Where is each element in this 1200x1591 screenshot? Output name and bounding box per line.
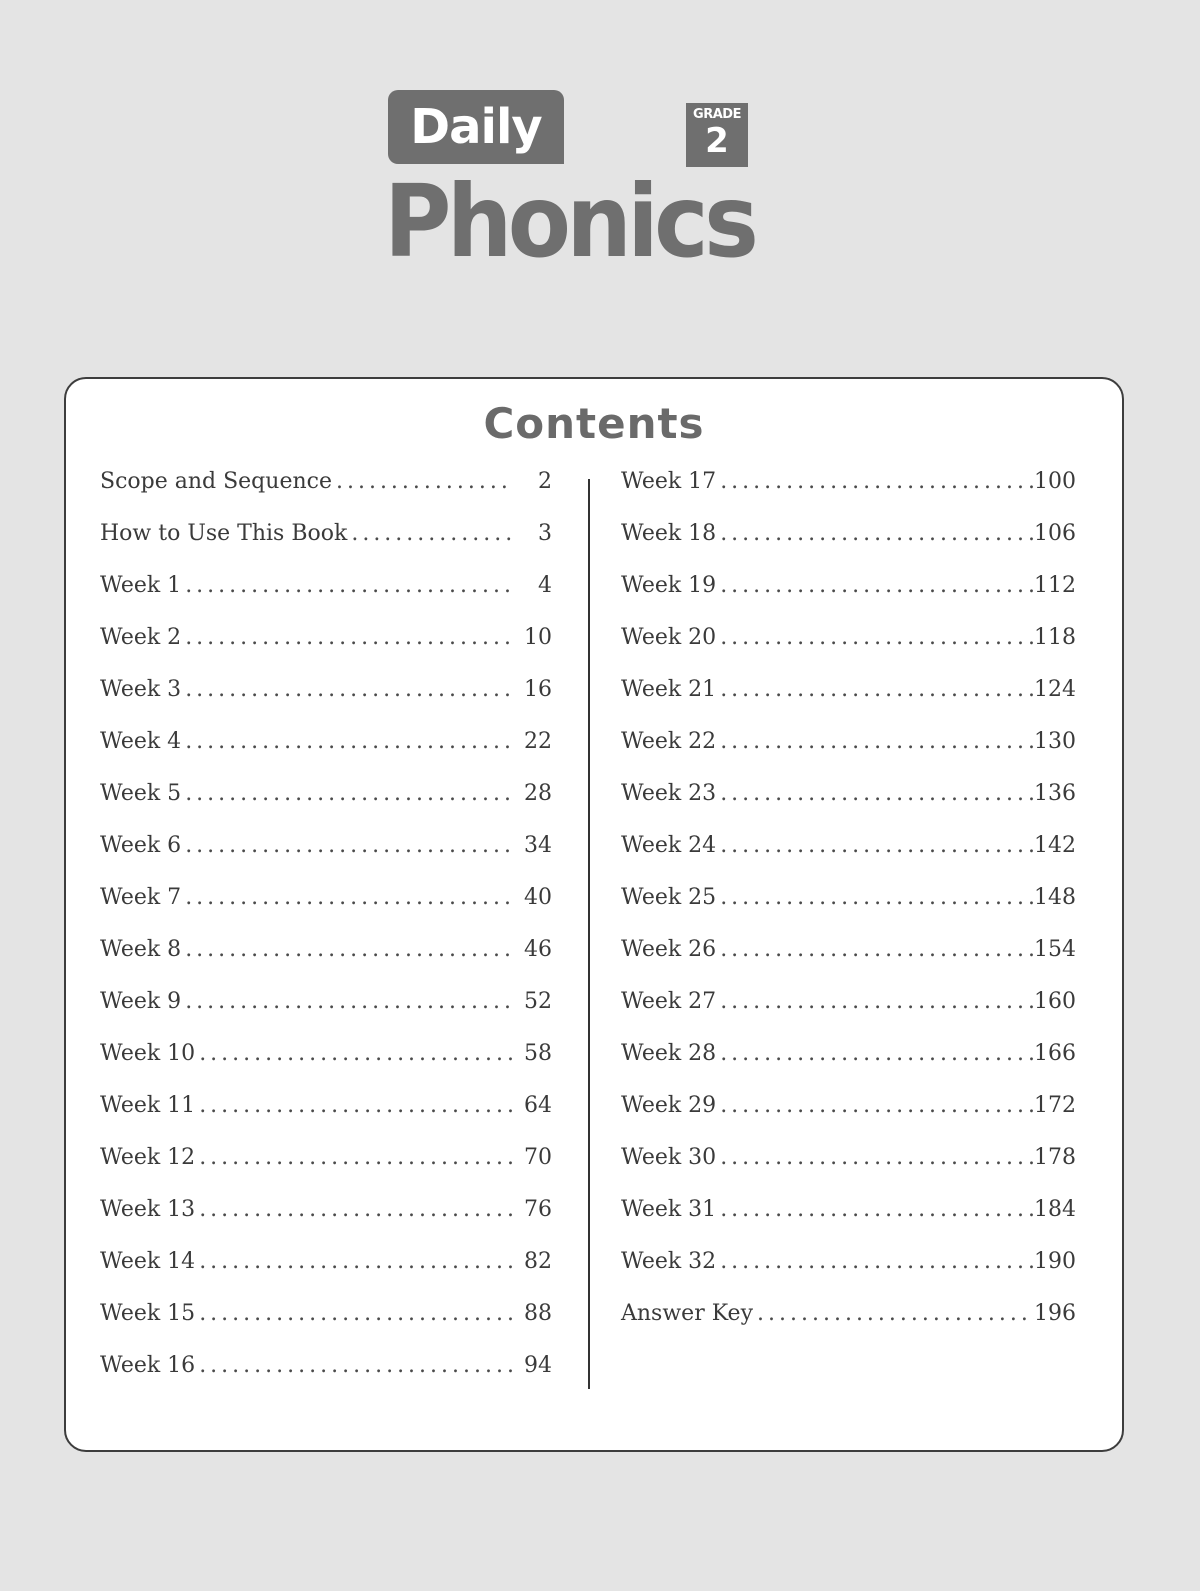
logo-daily-tab: Daily — [388, 90, 564, 164]
toc-entry-label: Week 14 — [100, 1249, 196, 1274]
dot-leader — [195, 1249, 512, 1274]
toc-entry-label: Week 4 — [100, 729, 182, 754]
toc-entry — [621, 1041, 1076, 1093]
toc-entry-page: 52 — [524, 989, 552, 1014]
column-divider — [588, 479, 590, 1389]
toc-entry-label: Week 10 — [100, 1041, 196, 1066]
dot-leader — [181, 573, 512, 598]
toc-entry-page: 166 — [1034, 1041, 1076, 1066]
toc-entry-page: 148 — [1034, 885, 1076, 910]
dot-leader — [716, 521, 1034, 546]
dot-leader — [716, 1197, 1034, 1222]
toc-entry-page: 124 — [1034, 677, 1076, 702]
toc-entry — [100, 521, 552, 573]
toc-entry-page: 34 — [524, 833, 552, 858]
dot-leader — [716, 1093, 1034, 1118]
toc-entry-label: Scope and Sequence — [100, 469, 332, 494]
toc-entry-label: Week 1 — [100, 573, 182, 598]
toc-entry — [100, 1093, 552, 1145]
dot-leader — [716, 469, 1034, 494]
dot-leader — [716, 1145, 1034, 1170]
toc-entry-label: Week 11 — [100, 1093, 196, 1118]
toc-entry-label: Week 28 — [621, 1041, 717, 1066]
dot-leader — [347, 521, 512, 546]
dot-leader — [195, 1041, 512, 1066]
toc-entry — [621, 1197, 1076, 1249]
grade-label: GRADE — [693, 107, 741, 122]
toc-entry — [100, 885, 552, 937]
toc-entry-label: Week 3 — [100, 677, 182, 702]
toc-entry-label: Week 2 — [100, 625, 182, 650]
toc-entry-label: Week 17 — [621, 469, 717, 494]
toc-entry-label: Week 29 — [621, 1093, 717, 1118]
toc-entry-label: Answer Key — [621, 1301, 753, 1326]
toc-entry — [621, 1301, 1076, 1353]
dot-leader — [753, 1301, 1034, 1326]
toc-entry-label: Week 22 — [621, 729, 717, 754]
toc-entry — [621, 573, 1076, 625]
toc-entry-page: 28 — [524, 781, 552, 806]
toc-entry-page: 154 — [1034, 937, 1076, 962]
toc-entry — [621, 937, 1076, 989]
dot-leader — [181, 937, 512, 962]
toc-entry-page: 160 — [1034, 989, 1076, 1014]
dot-leader — [195, 1093, 512, 1118]
toc-entry — [100, 833, 552, 885]
toc-entry-label: Week 8 — [100, 937, 182, 962]
toc-entry-label: Week 6 — [100, 833, 182, 858]
toc-entry-label: How to Use This Book — [100, 521, 348, 546]
toc-entry — [100, 469, 552, 521]
dot-leader — [195, 1353, 512, 1378]
dot-leader — [181, 625, 512, 650]
dot-leader — [716, 729, 1034, 754]
toc-entry-page: 70 — [524, 1145, 552, 1170]
toc-entry — [621, 729, 1076, 781]
toc-entry-label: Week 27 — [621, 989, 717, 1014]
toc-entry-label: Week 12 — [100, 1145, 196, 1170]
toc-entry-label: Week 24 — [621, 833, 717, 858]
dot-leader — [181, 885, 512, 910]
toc-entry-label: Week 9 — [100, 989, 182, 1014]
toc-entry-label: Week 20 — [621, 625, 717, 650]
toc-entry — [100, 1145, 552, 1197]
toc-entry-page: 88 — [524, 1301, 552, 1326]
toc-entry-page: 184 — [1034, 1197, 1076, 1222]
toc-entry — [100, 937, 552, 989]
contents-title: Contents — [483, 399, 705, 448]
toc-entry-page: 46 — [524, 937, 552, 962]
toc-entry-label: Week 23 — [621, 781, 717, 806]
toc-entry-label: Week 5 — [100, 781, 182, 806]
toc-entry — [100, 625, 552, 677]
book-logo — [384, 88, 784, 288]
toc-entry-page: 118 — [1034, 625, 1076, 650]
toc-entry — [621, 1249, 1076, 1301]
toc-entry — [621, 989, 1076, 1041]
toc-entry — [100, 729, 552, 781]
toc-entry — [621, 1145, 1076, 1197]
dot-leader — [716, 885, 1034, 910]
toc-entry-page: 100 — [1034, 469, 1076, 494]
toc-entry-page: 136 — [1034, 781, 1076, 806]
toc-entry-label: Week 7 — [100, 885, 182, 910]
toc-entry-page: 82 — [524, 1249, 552, 1274]
grade-badge — [686, 103, 748, 167]
toc-left-column — [100, 469, 552, 1405]
toc-entry-page: 190 — [1034, 1249, 1076, 1274]
toc-entry-page: 106 — [1034, 521, 1076, 546]
dot-leader — [181, 729, 512, 754]
grade-number: 2 — [705, 121, 729, 161]
toc-entry — [621, 677, 1076, 729]
dot-leader — [332, 469, 512, 494]
dot-leader — [716, 781, 1034, 806]
toc-entry — [621, 1093, 1076, 1145]
toc-entry-page: 2 — [538, 469, 552, 494]
dot-leader — [716, 677, 1034, 702]
toc-entry-label: Week 31 — [621, 1197, 717, 1222]
toc-entry — [100, 1301, 552, 1353]
toc-entry — [621, 781, 1076, 833]
toc-entry — [621, 833, 1076, 885]
dot-leader — [716, 989, 1034, 1014]
toc-entry — [621, 469, 1076, 521]
toc-entry-label: Week 21 — [621, 677, 717, 702]
toc-right-column — [621, 469, 1076, 1353]
toc-entry — [100, 1197, 552, 1249]
toc-entry-page: 76 — [524, 1197, 552, 1222]
toc-entry — [100, 1353, 552, 1405]
dot-leader — [195, 1301, 512, 1326]
toc-entry-page: 172 — [1034, 1093, 1076, 1118]
dot-leader — [195, 1197, 512, 1222]
toc-entry — [100, 781, 552, 833]
dot-leader — [181, 781, 512, 806]
toc-entry-page: 142 — [1034, 833, 1076, 858]
dot-leader — [716, 1041, 1034, 1066]
toc-entry — [621, 885, 1076, 937]
toc-entry — [100, 573, 552, 625]
toc-entry — [621, 625, 1076, 677]
toc-entry-page: 10 — [524, 625, 552, 650]
toc-entry — [100, 1249, 552, 1301]
toc-entry-label: Week 13 — [100, 1197, 196, 1222]
toc-entry-label: Week 30 — [621, 1145, 717, 1170]
toc-entry-label: Week 26 — [621, 937, 717, 962]
toc-entry-page: 58 — [524, 1041, 552, 1066]
toc-entry-page: 22 — [524, 729, 552, 754]
dot-leader — [195, 1145, 512, 1170]
toc-entry-label: Week 25 — [621, 885, 717, 910]
toc-entry-label: Week 19 — [621, 573, 717, 598]
toc-entry-page: 40 — [524, 885, 552, 910]
toc-entry-page: 4 — [538, 573, 552, 598]
dot-leader — [716, 573, 1034, 598]
toc-entry — [100, 989, 552, 1041]
dot-leader — [181, 989, 512, 1014]
toc-entry — [100, 677, 552, 729]
toc-entry — [621, 521, 1076, 573]
dot-leader — [716, 937, 1034, 962]
toc-entry-label: Week 32 — [621, 1249, 717, 1274]
dot-leader — [716, 625, 1034, 650]
toc-entry-label: Week 16 — [100, 1353, 196, 1378]
toc-entry-page: 196 — [1034, 1301, 1076, 1326]
toc-entry-page: 130 — [1034, 729, 1076, 754]
toc-entry-label: Week 15 — [100, 1301, 196, 1326]
dot-leader — [716, 1249, 1034, 1274]
toc-entry-page: 3 — [538, 521, 552, 546]
toc-entry-page: 94 — [524, 1353, 552, 1378]
toc-entry-page: 64 — [524, 1093, 552, 1118]
table-of-contents — [64, 377, 1124, 1452]
dot-leader — [716, 833, 1034, 858]
dot-leader — [181, 833, 512, 858]
toc-entry — [100, 1041, 552, 1093]
dot-leader — [181, 677, 512, 702]
toc-entry-page: 178 — [1034, 1145, 1076, 1170]
toc-entry-page: 16 — [524, 677, 552, 702]
toc-entry-label: Week 18 — [621, 521, 717, 546]
toc-entry-page: 112 — [1034, 573, 1076, 598]
logo-phonics-word: Phonics — [384, 163, 755, 280]
